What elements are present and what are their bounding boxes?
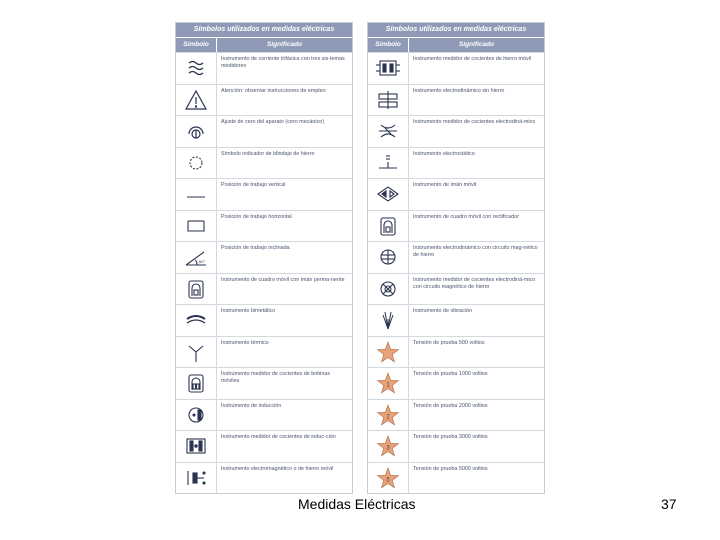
electrodynamic-iron-icon	[375, 246, 401, 268]
table-row	[368, 210, 544, 242]
coil-ratio-icon	[183, 372, 209, 394]
symbol-cell	[368, 337, 409, 368]
meaning-text: Ajuste de cero del aparato (cero mecánico)	[221, 119, 325, 125]
meaning-text: Tensión de prueba 500 voltios	[413, 339, 485, 346]
dashed-circle-icon	[183, 152, 209, 174]
symbol-cell	[368, 211, 409, 242]
electrodynamic-icon	[375, 89, 401, 111]
star-label: 5	[386, 477, 390, 484]
zero-adjust-icon	[183, 120, 209, 142]
table-row	[368, 399, 544, 431]
col-header-meaning: Significado	[458, 41, 495, 48]
meaning-text: Tensión de prueba 1000 voltios	[413, 371, 488, 377]
electrostatic-icon	[375, 152, 401, 174]
symbol-cell	[368, 400, 409, 431]
symbol-cell	[176, 368, 217, 399]
vibration-reed-icon	[375, 183, 401, 205]
symbol-cell	[176, 305, 217, 336]
electrodynamic-ratio-icon	[375, 120, 401, 142]
symbol-cell	[176, 274, 217, 305]
meaning-text: Instrumento de cuadro móvil con rectificador	[413, 213, 520, 220]
table-row	[176, 336, 352, 368]
meaning-text: Instrumento electrostático	[413, 150, 475, 157]
induction-icon	[183, 404, 209, 426]
table-row	[176, 147, 352, 179]
symbol-cell	[176, 242, 217, 273]
table-row	[368, 304, 544, 336]
star-label: 2	[386, 414, 390, 421]
symbol-cell	[176, 463, 217, 494]
induction-ratio-icon	[183, 435, 209, 457]
table-row	[176, 84, 352, 116]
table-row	[368, 336, 544, 368]
open-box-icon	[183, 215, 209, 237]
table-row	[176, 430, 352, 462]
star-icon	[375, 341, 401, 363]
meaning-text: Instrumento de inducción	[221, 402, 282, 409]
meaning-text: Posición de trabajo horizontal	[221, 213, 292, 220]
meaning-text: Instrumento medidor de cocientes de hierro móvil	[413, 56, 532, 62]
meaning-text: Instrumento electromagnético o de hierro móvil	[221, 465, 334, 472]
moving-coil-rectifier-icon	[375, 215, 401, 237]
star-icon	[375, 404, 401, 426]
symbol-cell	[176, 400, 217, 431]
symbol-cell	[176, 53, 217, 84]
warning-triangle-icon	[183, 89, 209, 111]
table-rows	[176, 52, 352, 493]
vibration-icon	[375, 309, 401, 331]
meaning-text: Instrumento de imán móvil	[413, 182, 477, 188]
table-row	[368, 273, 544, 305]
meaning-text: Instrumento de corriente trifásica con tres sis-temas medidores	[221, 56, 345, 69]
table-title: Símbolos utilizados en medidas eléctricas	[176, 23, 352, 37]
table-row	[176, 115, 352, 147]
symbol-cell	[176, 85, 217, 116]
slide-footer-title: Medidas Eléctricas	[298, 496, 416, 512]
moving-coil-rectifier-icon	[183, 278, 209, 300]
electromagnetic-icon	[183, 467, 209, 489]
table-row	[176, 241, 352, 273]
symbol-cell	[368, 305, 409, 336]
symbol-cell	[368, 274, 409, 305]
table-row	[368, 84, 544, 116]
symbol-cell	[176, 148, 217, 179]
table-row	[176, 462, 352, 494]
symbol-cell	[176, 116, 217, 147]
iron-ratio-icon	[375, 57, 401, 79]
meaning-text: Tensión de prueba 5000 voltios	[413, 465, 488, 472]
symbols-table-left	[175, 22, 353, 494]
meaning-text: Instrumento térmico	[221, 339, 269, 346]
table-title: Símbolos utilizados en medidas eléctricas	[368, 23, 544, 37]
symbol-cell	[176, 337, 217, 368]
page-number: 37	[661, 496, 677, 512]
symbol-cell	[176, 211, 217, 242]
table-rows	[368, 52, 544, 493]
table-row	[368, 430, 544, 462]
table-header	[176, 37, 352, 52]
table-row	[176, 178, 352, 210]
table-row	[368, 241, 544, 273]
meaning-text: Instrumento medidor de cocientes electrodiná-mico	[413, 119, 536, 125]
table-row	[176, 304, 352, 336]
table-row	[176, 399, 352, 431]
symbol-cell	[368, 85, 409, 116]
table-row	[368, 115, 544, 147]
meaning-text: Instrumento bimetálico	[221, 308, 276, 314]
inclined-angle-icon	[183, 246, 209, 268]
symbol-cell	[368, 368, 409, 399]
symbols-table-right	[367, 22, 545, 494]
meaning-text: Atención: observar instrucciones de empleo	[221, 87, 326, 94]
meaning-text: Posición de trabajo inclinada	[221, 245, 290, 251]
meaning-text: Tensión de prueba 2000 voltios	[413, 402, 488, 409]
symbol-cell	[368, 179, 409, 210]
symbol-cell	[368, 431, 409, 462]
thermal-icon	[183, 341, 209, 363]
col-header-meaning: Significado	[266, 41, 303, 48]
table-row	[368, 52, 544, 84]
table-row	[176, 367, 352, 399]
col-header-symbol: Símbolo	[368, 38, 409, 52]
meaning-text: Instrumento medidor de cocientes electrodiná-mico con circuito magnético de hierro	[413, 276, 536, 290]
meaning-text: Instrumento electrodinámico sin hierro	[413, 87, 505, 94]
svg-text:60°: 60°	[199, 259, 206, 265]
star-label: 1	[386, 382, 390, 389]
table-header	[368, 37, 544, 52]
symbol-cell	[368, 53, 409, 84]
meaning-text: Instrumento medidor de cocientes de bobinas móviles	[221, 371, 331, 384]
electrodynamic-ratio-iron-icon	[375, 278, 401, 300]
meaning-text: Posición de trabajo vertical	[221, 182, 286, 188]
table-row	[176, 273, 352, 305]
star-icon	[375, 435, 401, 457]
table-row	[368, 462, 544, 494]
star-label: 3	[386, 445, 390, 452]
horizontal-line-icon	[183, 183, 209, 205]
symbol-cell	[368, 242, 409, 273]
symbol-cell	[368, 116, 409, 147]
table-row	[368, 367, 544, 399]
table-row	[368, 178, 544, 210]
meaning-text: Instrumento de vibración	[413, 308, 473, 314]
table-row	[368, 147, 544, 179]
table-row	[176, 52, 352, 84]
symbol-cell	[368, 463, 409, 494]
meaning-text: Instrumento de cuadro móvil con imán perma-nente	[221, 276, 345, 283]
symbol-cell	[176, 179, 217, 210]
meaning-text: Instrumento medidor de cocientes de induc-ción	[221, 434, 336, 440]
col-header-symbol: Símbolo	[176, 38, 217, 52]
symbol-cell	[368, 148, 409, 179]
table-row	[176, 210, 352, 242]
meaning-text: Instrumento electrodinámico con circuito mag-nético de hierro	[413, 245, 538, 258]
star-icon	[375, 467, 401, 489]
waves-icon	[183, 57, 209, 79]
star-icon	[375, 372, 401, 394]
meaning-text: Tensión de prueba 3000 voltios	[413, 434, 488, 440]
bimetal-icon	[183, 309, 209, 331]
meaning-text: Símbolo indicador de blindaje de hierro	[221, 150, 315, 157]
symbol-cell	[176, 431, 217, 462]
